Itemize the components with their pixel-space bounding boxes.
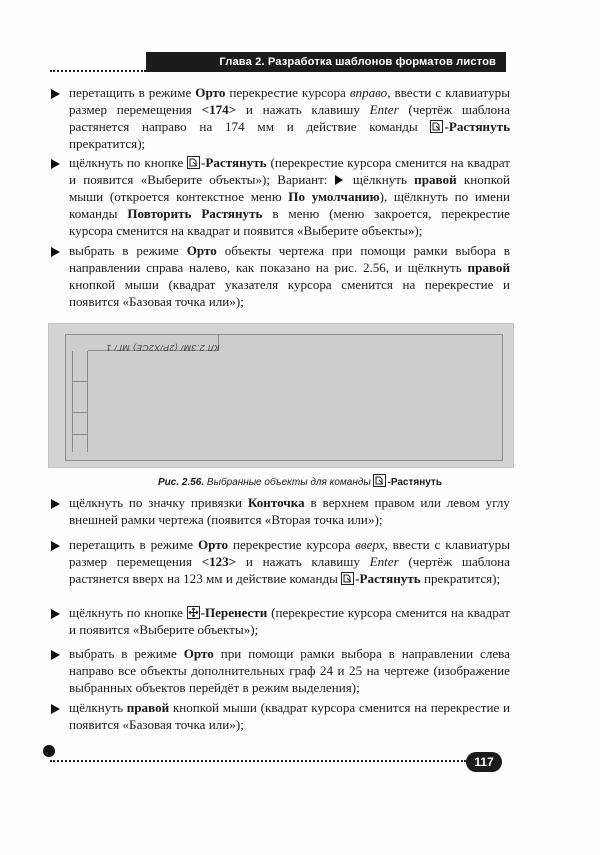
list-item: перетащить в режиме Орто перекрестие курсора вверх, ввести с клавиатуры размер перемещения <123> и нажать клавишу Enter (чертёж шаблона растянется вверх на 123 мм и действие команды -Растянуть прекратится); — [48, 537, 510, 588]
bullet-arrow-icon — [51, 499, 60, 509]
list-item: щёлкнуть по кнопке -Перенести (перекрестие курсора сменится на квадрат и появится «Выберите объекты»); — [48, 605, 510, 639]
bullet-arrow-icon — [51, 247, 60, 257]
list-item: выбрать в режиме Орто при помощи рамки выбора в направлении слева направо все объекты дополнительных граф 24 и 25 на чертеже (изображение выбранных объектов перейдёт в режим выделения); — [48, 646, 510, 697]
bullet-arrow-icon — [51, 609, 60, 619]
list-item: щёлкнуть по значку привязки Конточка в верхнем правом или левом углу внешней рамки чертежа (появится «Вторая точка или»); — [48, 495, 510, 529]
figure-drawing-screenshot — [48, 323, 514, 468]
chapter-title: Глава 2. Разработка шаблонов форматов листов — [219, 56, 496, 68]
header-dotted-line — [50, 70, 146, 72]
list-item: щёлкнуть по кнопке -Растянуть (перекрестие курсора сменится на квадрат и появится «Выберите объекты»); Вариант: щёлкнуть правой кнопкой мыши (откроется контекстное меню По умолчанию), щёлкнуть по имени команды Повторить Растянуть в меню (меню закроется, перекрестие курсора сменится на квадрат и появится «Выберите объекты»); — [48, 155, 510, 240]
variant-arrow-icon — [335, 175, 343, 185]
figure-caption: Рис. 2.56. Выбранные объекты для команды -Растянуть — [0, 474, 600, 488]
bullet-arrow-icon — [51, 541, 60, 551]
list-item: щёлкнуть правой кнопкой мыши (квадрат курсора сменится на перекрестие и появится «Базовая точка или»); — [48, 700, 510, 734]
list-item: выбрать в режиме Орто объекты чертежа при помощи рамки выбора в направлении справа налево, как показано на рис. 2.56, и щёлкнуть правой кнопкой мыши (квадрат указателя курсора сменится на перекрестие и появится «Базовая точка или»); — [48, 243, 510, 311]
drawing-side-column — [72, 351, 88, 452]
bullet-arrow-icon — [51, 159, 60, 169]
footer-dotted-line — [50, 760, 466, 762]
move-command-icon — [187, 606, 200, 619]
stretch-command-icon — [187, 156, 200, 169]
drawing-frame — [65, 334, 503, 461]
bullet-arrow-icon — [51, 704, 60, 714]
stretch-command-icon — [373, 474, 386, 487]
list-item: перетащить в режиме Орто перекрестие курсора вправо, ввести с клавиатуры размер перемещения <174> и нажать клавишу Enter (чертёж шаблона растянется направо на 174 мм и действие команды -Растянуть прекратится); — [48, 85, 510, 153]
stretch-command-icon — [430, 120, 443, 133]
chapter-header — [146, 52, 506, 72]
footer-dot — [43, 745, 55, 757]
stretch-command-icon — [341, 572, 354, 585]
bullet-arrow-icon — [51, 650, 60, 660]
drawing-stamp-text: КЛ 2.ЗМ/ (2Р/Х2СЕ) МГ/ 1 — [106, 343, 220, 353]
page-number: 117 — [466, 752, 502, 772]
bullet-arrow-icon — [51, 89, 60, 99]
